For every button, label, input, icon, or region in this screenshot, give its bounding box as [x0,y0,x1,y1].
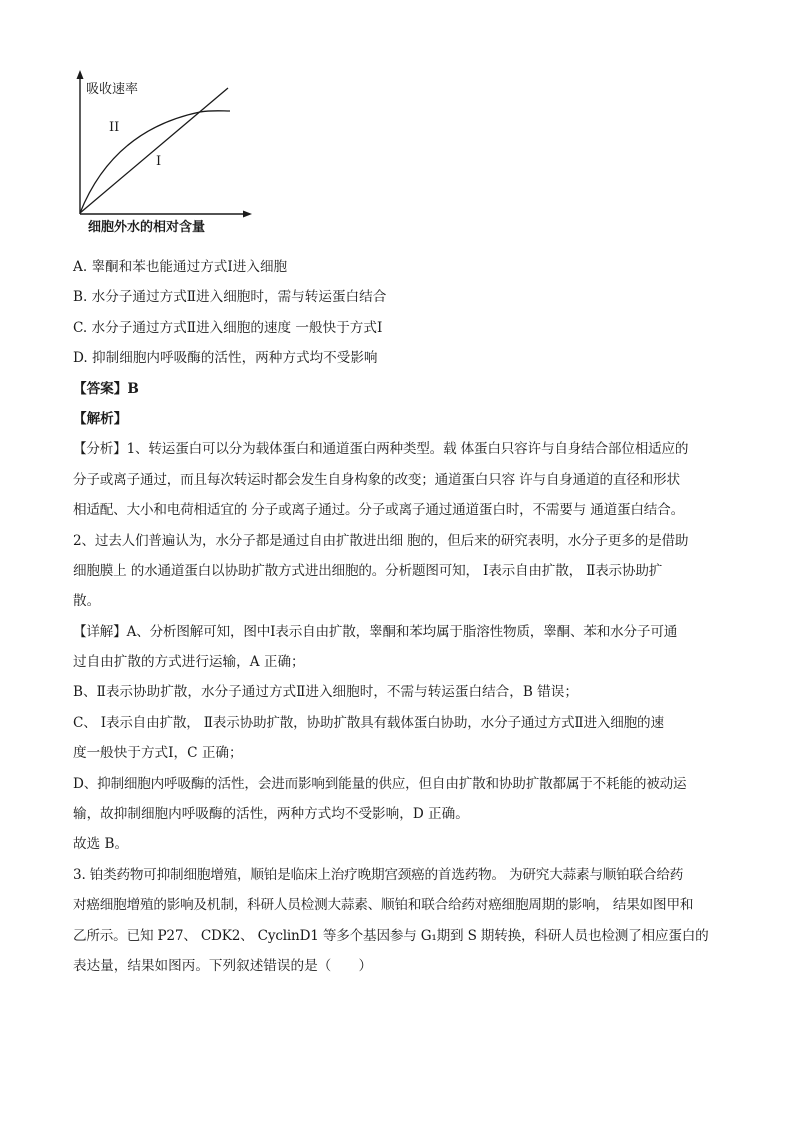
option-d: D. 抑制细胞内呼吸酶的活性，两种方式均不受影响 [73,350,378,367]
option-c: C. 水分子通过方式Ⅱ进入细胞的速度 一般快于方式Ⅰ [73,319,383,336]
question-3-line: 表达量，结果如图丙。下列叙述错误的是（ ） [73,957,373,974]
body-line: 度一般快于方式Ⅰ，C 正确； [73,745,243,762]
curve-I-free-diffusion [80,88,228,213]
curve-II-facilitated-diffusion [80,111,230,213]
question-3-line: 乙所示。已知 P27、 CDK2、 CyclinD1 等多个基因参与 G₁期到 S 期转换，科研人员也检测了相应蛋白的 [73,927,709,944]
y-axis-label: 吸收速率 [86,82,139,97]
curve-I-label: I [156,154,162,169]
answer-label: 【答案】B [73,380,139,397]
question-3-line: 3. 铂类药物可抑制细胞增殖，顺铂是临床上治疗晚期宫颈癌的首选药物。 为研究大蒜素与顺铂联合给药 [73,866,684,883]
body-line: 【分析】1、转运蛋白可以分为载体蛋白和通道蛋白两种类型。载 体蛋白只容许与自身结合部位相适应的 [73,441,689,458]
body-line: 故选 B。 [73,836,129,853]
x-axis-label: 细胞外水的相对含量 [88,220,206,235]
body-line: C、 Ⅰ表示自由扩散， Ⅱ表示协助扩散，协助扩散具有载体蛋白协助，水分子通过方式Ⅱ进入细胞的速 [73,714,664,731]
body-line: 相适配、大小和电荷相适宜的 分子或离子通过。分子或离子通过通道蛋白时，不需要与 通道蛋白结合。 [73,502,684,519]
body-line: B、Ⅱ表示协助扩散，水分子通过方式Ⅱ进入细胞时，不需与转运蛋白结合，B 错误； [73,684,578,701]
body-line: 散。 [73,593,101,610]
curve-II-label: II [109,120,120,135]
option-b: B. 水分子通过方式Ⅱ进入细胞时，需与转运蛋白结合 [73,289,387,306]
body-line: 过自由扩散的方式进行运输，A 正确； [73,654,305,671]
question-text [73,252,733,981]
body-line: 分子或离子通过，而且每次转运时都会发生自身构象的改变；通道蛋白只容 许与自身通道的直径和形状 [73,471,680,488]
body-line: 【详解】A、分析图解可知，图中Ⅰ表示自由扩散，睾酮和苯均属于脂溶性物质，睾酮、苯和水分子可通 [73,623,678,640]
body-line: D、抑制细胞内呼吸酶的活性，会进而影响到能量的供应，但自由扩散和协助扩散都属于不耗能的被动运 [73,775,687,792]
body-line: 细胞膜上 的水通道蛋白以协助扩散方式进出细胞的。分析题图可知， Ⅰ表示自由扩散， Ⅱ表示协助扩 [73,562,663,579]
x-axis-arrow [243,211,252,218]
body-line: 输，故抑制细胞内呼吸酶的活性，两种方式均不受影响，D 正确。 [73,806,469,823]
question-3-line: 对癌细胞增殖的影响及机制，科研人员检测大蒜素、顺铂和联合给药对癌细胞周期的影响， 结果如图甲和 [73,897,694,914]
absorption-rate-figure [62,66,272,236]
body-line: 2、过去人们普遍认为，水分子都是通过自由扩散进出细 胞的，但后来的研究表明，水分子更多的是借助 [73,532,689,549]
y-axis-arrow [77,70,84,79]
analysis-header: 【解析】 [73,410,128,427]
option-a: A. 睾酮和苯也能通过方式Ⅰ进入细胞 [73,259,288,275]
